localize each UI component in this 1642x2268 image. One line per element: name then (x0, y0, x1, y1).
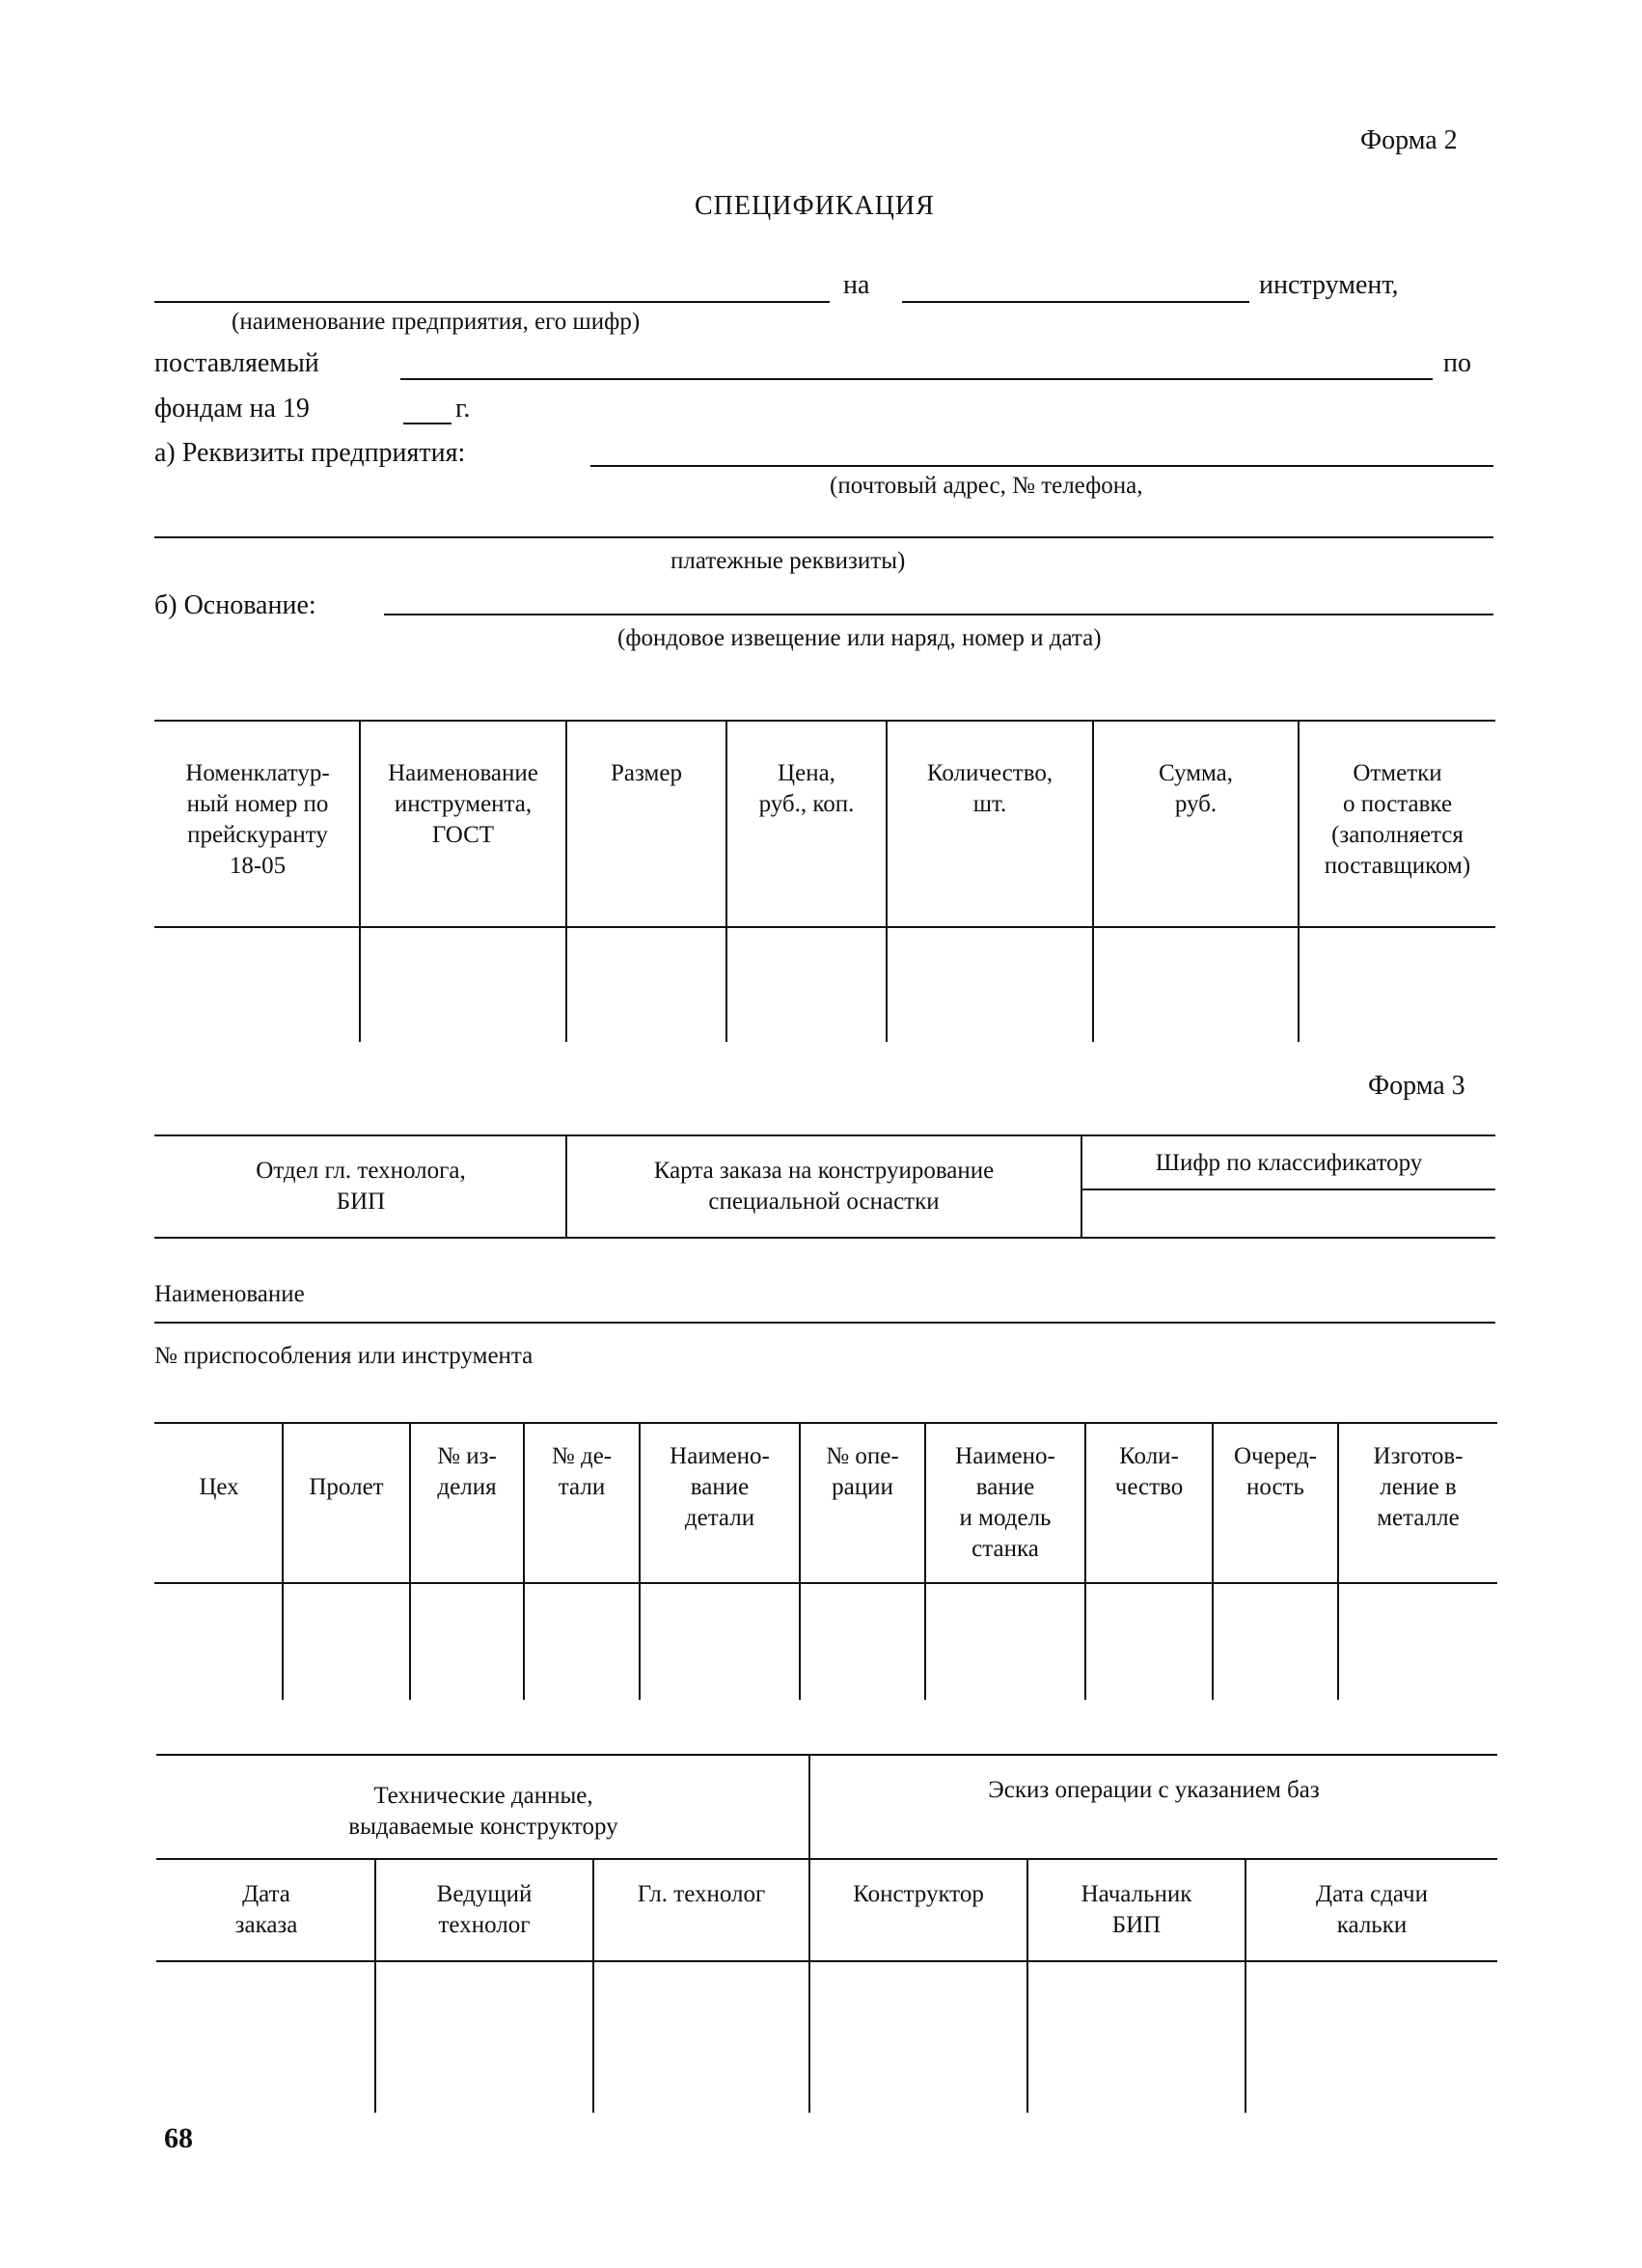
requisites-line-2 (154, 536, 1493, 538)
form3-label: Форма 3 (1368, 1071, 1465, 1101)
requisites-label: а) Реквизиты предприятия: (154, 438, 466, 468)
tech-data-cell: Технические данные, выдаваемые конструктору (348, 1783, 618, 1840)
order-header-span: Пролет (309, 1474, 384, 1500)
order-header-machine: Наимено- вание и модель станка (955, 1443, 1055, 1562)
bottom-header-lead-technologist: Ведущий технолог (436, 1881, 533, 1938)
cipher-cell: Шифр по классификатору (1155, 1150, 1423, 1176)
bottom-header-bip-head: Начальник БИП (1081, 1881, 1192, 1938)
requisites-line (590, 465, 1493, 467)
form2-title: СПЕЦИФИКАЦИЯ (695, 191, 935, 221)
po-text: по (1443, 348, 1471, 378)
na-text: на (843, 270, 870, 300)
spec-header-sum: Сумма, руб. (1158, 760, 1234, 817)
bottom-header-order-date: Дата заказа (234, 1881, 298, 1938)
order-header-shop: Цех (199, 1474, 239, 1500)
spec-header-quantity: Количество, шт. (926, 760, 1054, 817)
card-title-cell: Карта заказа на конструирование специальной оснастки (653, 1158, 995, 1215)
order-header-part-name: Наимено- вание детали (670, 1443, 770, 1531)
instrument-text: инструмент, (1259, 270, 1399, 300)
supplied-text: поставляемый (154, 348, 319, 378)
address-hint: (почтовый адрес, № телефона, (830, 473, 1143, 499)
page-number: 68 (164, 2122, 193, 2154)
name-label: Наименование (154, 1281, 305, 1307)
spec-header-name: Наименование инструмента, ГОСТ (388, 760, 538, 848)
basis-line (384, 614, 1493, 615)
spec-header-price: Цена, руб., коп. (758, 760, 855, 817)
enterprise-hint: (наименование предприятия, его шифр) (232, 309, 641, 335)
order-header-quantity: Коли- чество (1114, 1443, 1184, 1500)
order-header-metal: Изготов- ление в металле (1373, 1443, 1464, 1531)
year-suffix: г. (455, 394, 471, 424)
form2-label: Форма 2 (1360, 125, 1458, 155)
order-header-operation-no: № опе- рации (826, 1443, 899, 1500)
sketch-cell: Эскиз операции с указанием баз (988, 1777, 1320, 1803)
order-header-part-no: № де- тали (551, 1443, 613, 1500)
fixture-label: № приспособления или инструмента (154, 1343, 534, 1369)
enterprise-line (154, 301, 830, 303)
instrument-line (902, 301, 1249, 303)
bottom-header-chief-technologist: Гл. технолог (637, 1881, 766, 1907)
funds-text: фондам на 19 (154, 394, 310, 424)
basis-hint: (фондовое извещение или наряд, номер и дата) (617, 625, 1102, 651)
bottom-header-designer: Конструктор (853, 1881, 984, 1907)
bottom-header-tracing-date: Дата сдачи кальки (1316, 1881, 1428, 1938)
year-line (403, 423, 452, 424)
name-line (154, 1322, 1495, 1324)
spec-header-notes: Отметки о поставке (заполняется поставщиком) (1324, 760, 1471, 879)
dept-cell: Отдел гл. технолога, БИП (256, 1158, 466, 1215)
spec-header-nomenclature: Номенклатур- ный номер по прейскуранту 18-05 (185, 760, 330, 879)
order-header-product-no: № из- делия (437, 1443, 497, 1500)
spec-header-size: Размер (611, 760, 682, 786)
payment-hint: платежные реквизиты) (670, 548, 906, 574)
supplied-line (400, 378, 1433, 380)
order-header-priority: Очеред- ность (1233, 1443, 1318, 1500)
basis-label: б) Основание: (154, 590, 316, 620)
